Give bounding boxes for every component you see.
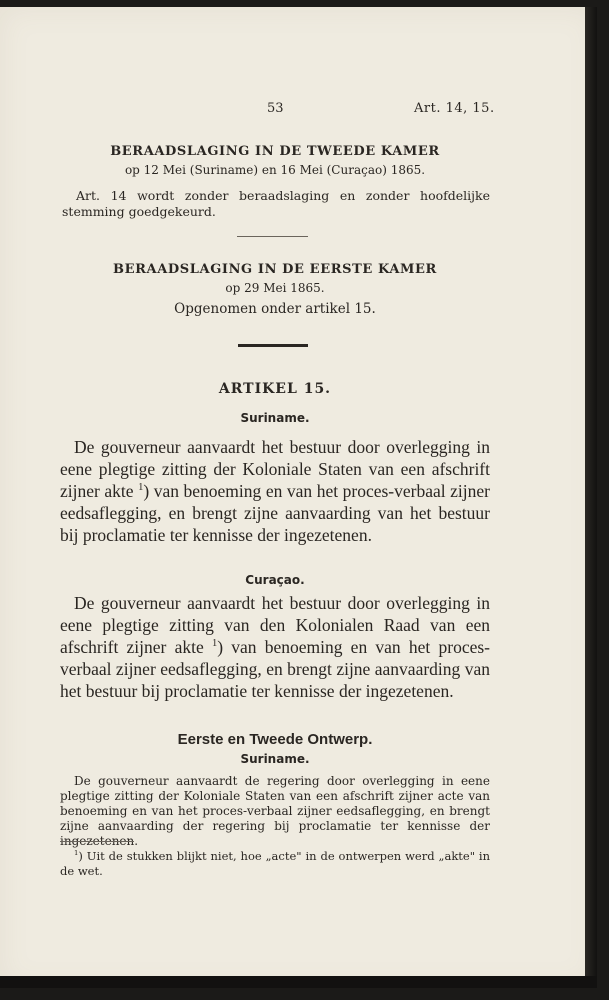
drafts-heading: Eerste en Tweede Ontwerp.: [177, 731, 373, 748]
suriname-text-part2: ) van benoeming en van het proces-verbaal zijner eedsaflegging, en brengt zijne aanvaarding van het bestuur bij proclamatie ter kennisse der ingezetenen.: [60, 481, 490, 545]
curacao-text-part1: De gouverneur aanvaardt het bestuur door overlegging in eene plegtige zitting van den Kolonialen Raad van een afschrift zijner akte: [60, 593, 490, 657]
first-chamber-date: op 29 Mei 1865.: [225, 281, 325, 295]
footnote-divider: [60, 841, 134, 842]
book-page: [0, 7, 597, 988]
page-bottom-edge: [0, 976, 597, 988]
footnote: [60, 849, 490, 879]
curacao-label: Curaçao.: [245, 573, 305, 587]
article-divider: [238, 344, 308, 347]
curacao-article-text: [60, 592, 490, 702]
page-number: 53: [267, 101, 284, 116]
suriname-text-part1: De gouverneur aanvaardt het bestuur door overlegging in eene plegtige zitting der Koloniale Staten van een afschrift zijner akte: [60, 437, 490, 501]
article-title: ARTIKEL 15.: [218, 381, 332, 397]
running-head: Art. 14, 15.: [414, 101, 495, 116]
first-chamber-heading: BERAADSLAGING IN DE EERSTE KAMER: [113, 262, 437, 277]
drafts-suriname-label: Suriname.: [240, 752, 310, 766]
suriname-article-text: [60, 436, 490, 546]
footnote-text: ) Uit de stukken blijkt niet, hoe „acte" in de ontwerpen werd „akte" in de wet.: [60, 849, 490, 878]
curacao-text-part2: ) van benoeming en van het proces-verbaal zijner eedsaflegging, en brengt zijne aanvaarding van het bestuur bij proclamatie ter kennisse der ingezetenen.: [60, 637, 490, 701]
suriname-label: Suriname.: [240, 411, 310, 425]
footnote-number: 1: [74, 849, 79, 858]
page-edge-shadow: [585, 7, 597, 988]
second-chamber-heading: BERAADSLAGING IN DE TWEEDE KAMER: [110, 144, 440, 159]
second-chamber-date: op 12 Mei (Suriname) en 16 Mei (Curaçao) 1865.: [124, 163, 426, 177]
footnote-marker: 1: [138, 482, 144, 494]
footnote-marker: 1: [211, 638, 218, 650]
section-divider: [237, 236, 308, 237]
second-chamber-text: Art. 14 wordt zonder beraadslaging en zonder hoofdelijke stemming goedgekeurd.: [62, 188, 490, 219]
first-chamber-text: Opgenomen onder artikel 15.: [174, 301, 376, 317]
drafts-text: De gouverneur aanvaardt de regering door overlegging in eene plegtige zitting der Koloniale Staten van een afschrift zijner acte van benoeming en van het proces-verbaal zijner eedsaflegging, en brengt zijne aanvaarding der regering bij proclamatie ter kennisse der ingezetenen.: [60, 774, 490, 848]
